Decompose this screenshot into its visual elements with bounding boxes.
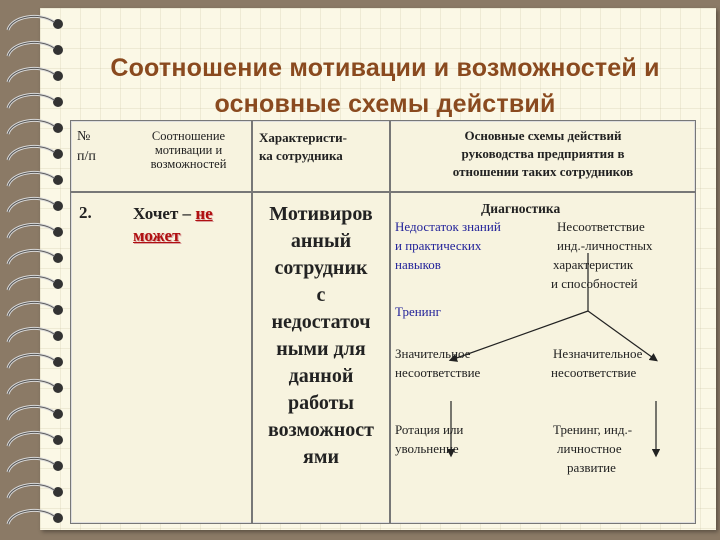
row-ratio — [133, 203, 249, 247]
row-employee-characteristic — [253, 201, 389, 471]
spiral-binding-ring-icon — [8, 302, 63, 316]
header-ratio-line-3: возможностей — [150, 157, 227, 171]
cannot-word-2: может — [133, 226, 181, 245]
spiral-binding-ring-icon — [8, 354, 63, 368]
spiral-binding-ring-icon — [8, 484, 63, 498]
header-number-abbr: п/п — [77, 149, 96, 164]
spiral-binding-ring-icon — [8, 172, 63, 186]
knowledge-gap-line-2: и практических — [395, 238, 482, 253]
insignificant-line-1: Незначительное — [553, 346, 643, 361]
header-number-symbol: № — [77, 129, 91, 144]
spiral-binding-ring-icon — [8, 432, 63, 446]
mismatch-line-2: инд.-личностных — [557, 238, 653, 253]
knowledge-gap-line-3: навыков — [395, 257, 441, 272]
employee-characteristic-line: с — [316, 284, 326, 306]
spiral-binding-ring-icon — [8, 510, 63, 524]
mismatch-line-4: и способностей — [551, 276, 638, 291]
rotation-line-1: Ротация или — [395, 422, 464, 437]
employee-characteristic-line: ями — [303, 446, 339, 468]
employee-characteristic-line: работы — [287, 392, 355, 414]
employee-characteristic-line: сотрудник — [274, 257, 368, 279]
insignificant-line-2: несоответствие — [551, 365, 637, 380]
training-label: Тренинг — [395, 304, 441, 319]
employee-characteristic-line: данной — [288, 365, 354, 387]
header-ratio-line-1: Соотношение — [151, 129, 226, 143]
slide-title — [50, 50, 720, 122]
diagnostics-title: Диагностика — [481, 201, 561, 216]
spiral-binding-ring-icon — [8, 406, 63, 420]
header-schemes-line-2: руководства предприятия в — [461, 146, 625, 161]
title-line-2: основные схемы действий — [214, 90, 556, 118]
rotation-line-2: увольнение — [395, 441, 459, 456]
development-line-2: личностное — [557, 441, 622, 456]
spiral-binding-ring-icon — [8, 120, 63, 134]
spiral-binding-ring-icon — [8, 16, 63, 30]
header-schemes-line-3: отношении таких сотрудников — [452, 164, 634, 179]
employee-characteristic-line: недостаточ — [271, 311, 371, 333]
employee-characteristic-line: возможност — [267, 419, 374, 441]
spiral-binding-ring-icon — [8, 146, 63, 160]
significant-line-2: несоответствие — [395, 365, 481, 380]
title-line-1: Соотношение мотивации и возможностей и — [110, 54, 660, 82]
motivation-table — [70, 120, 696, 524]
header-schemes-line-1: Основные схемы действий — [464, 128, 622, 143]
spiral-binding-ring-icon — [8, 458, 63, 472]
significant-line-1: Значительное — [395, 346, 471, 361]
header-ratio — [131, 129, 246, 171]
mismatch-line-3: характеристик — [553, 257, 634, 272]
employee-characteristic-line: анный — [290, 230, 352, 252]
cannot-word-1: не — [195, 204, 213, 223]
employee-characteristic-line: ными для — [276, 338, 366, 360]
header-char-line-1: Характеристи- — [259, 130, 347, 145]
wants-text: Хочет – — [133, 204, 196, 223]
spiral-binding-ring-icon — [8, 198, 63, 212]
spiral-binding-ring-icon — [8, 250, 63, 264]
header-char-line-2: ка сотрудника — [259, 148, 343, 163]
spiral-binding-ring-icon — [8, 328, 63, 342]
employee-characteristic-line: Мотивиров — [269, 203, 373, 225]
header-number — [77, 127, 127, 167]
development-line-1: Тренинг, инд.- — [553, 422, 633, 437]
header-characteristic — [259, 129, 387, 165]
header-ratio-line-2: мотивации и — [154, 143, 223, 157]
spiral-binding-ring-icon — [8, 276, 63, 290]
spiral-binding-ring-icon — [8, 380, 63, 394]
development-line-3: развитие — [567, 460, 616, 475]
knowledge-gap-line-1: Недостаток знаний — [395, 219, 501, 234]
diagnostics-diagram — [391, 193, 693, 521]
row-number: 2. — [79, 203, 92, 222]
spiral-binding-ring-icon — [8, 224, 63, 238]
mismatch-line-1: Несоответствие — [557, 219, 645, 234]
header-schemes — [393, 127, 693, 181]
